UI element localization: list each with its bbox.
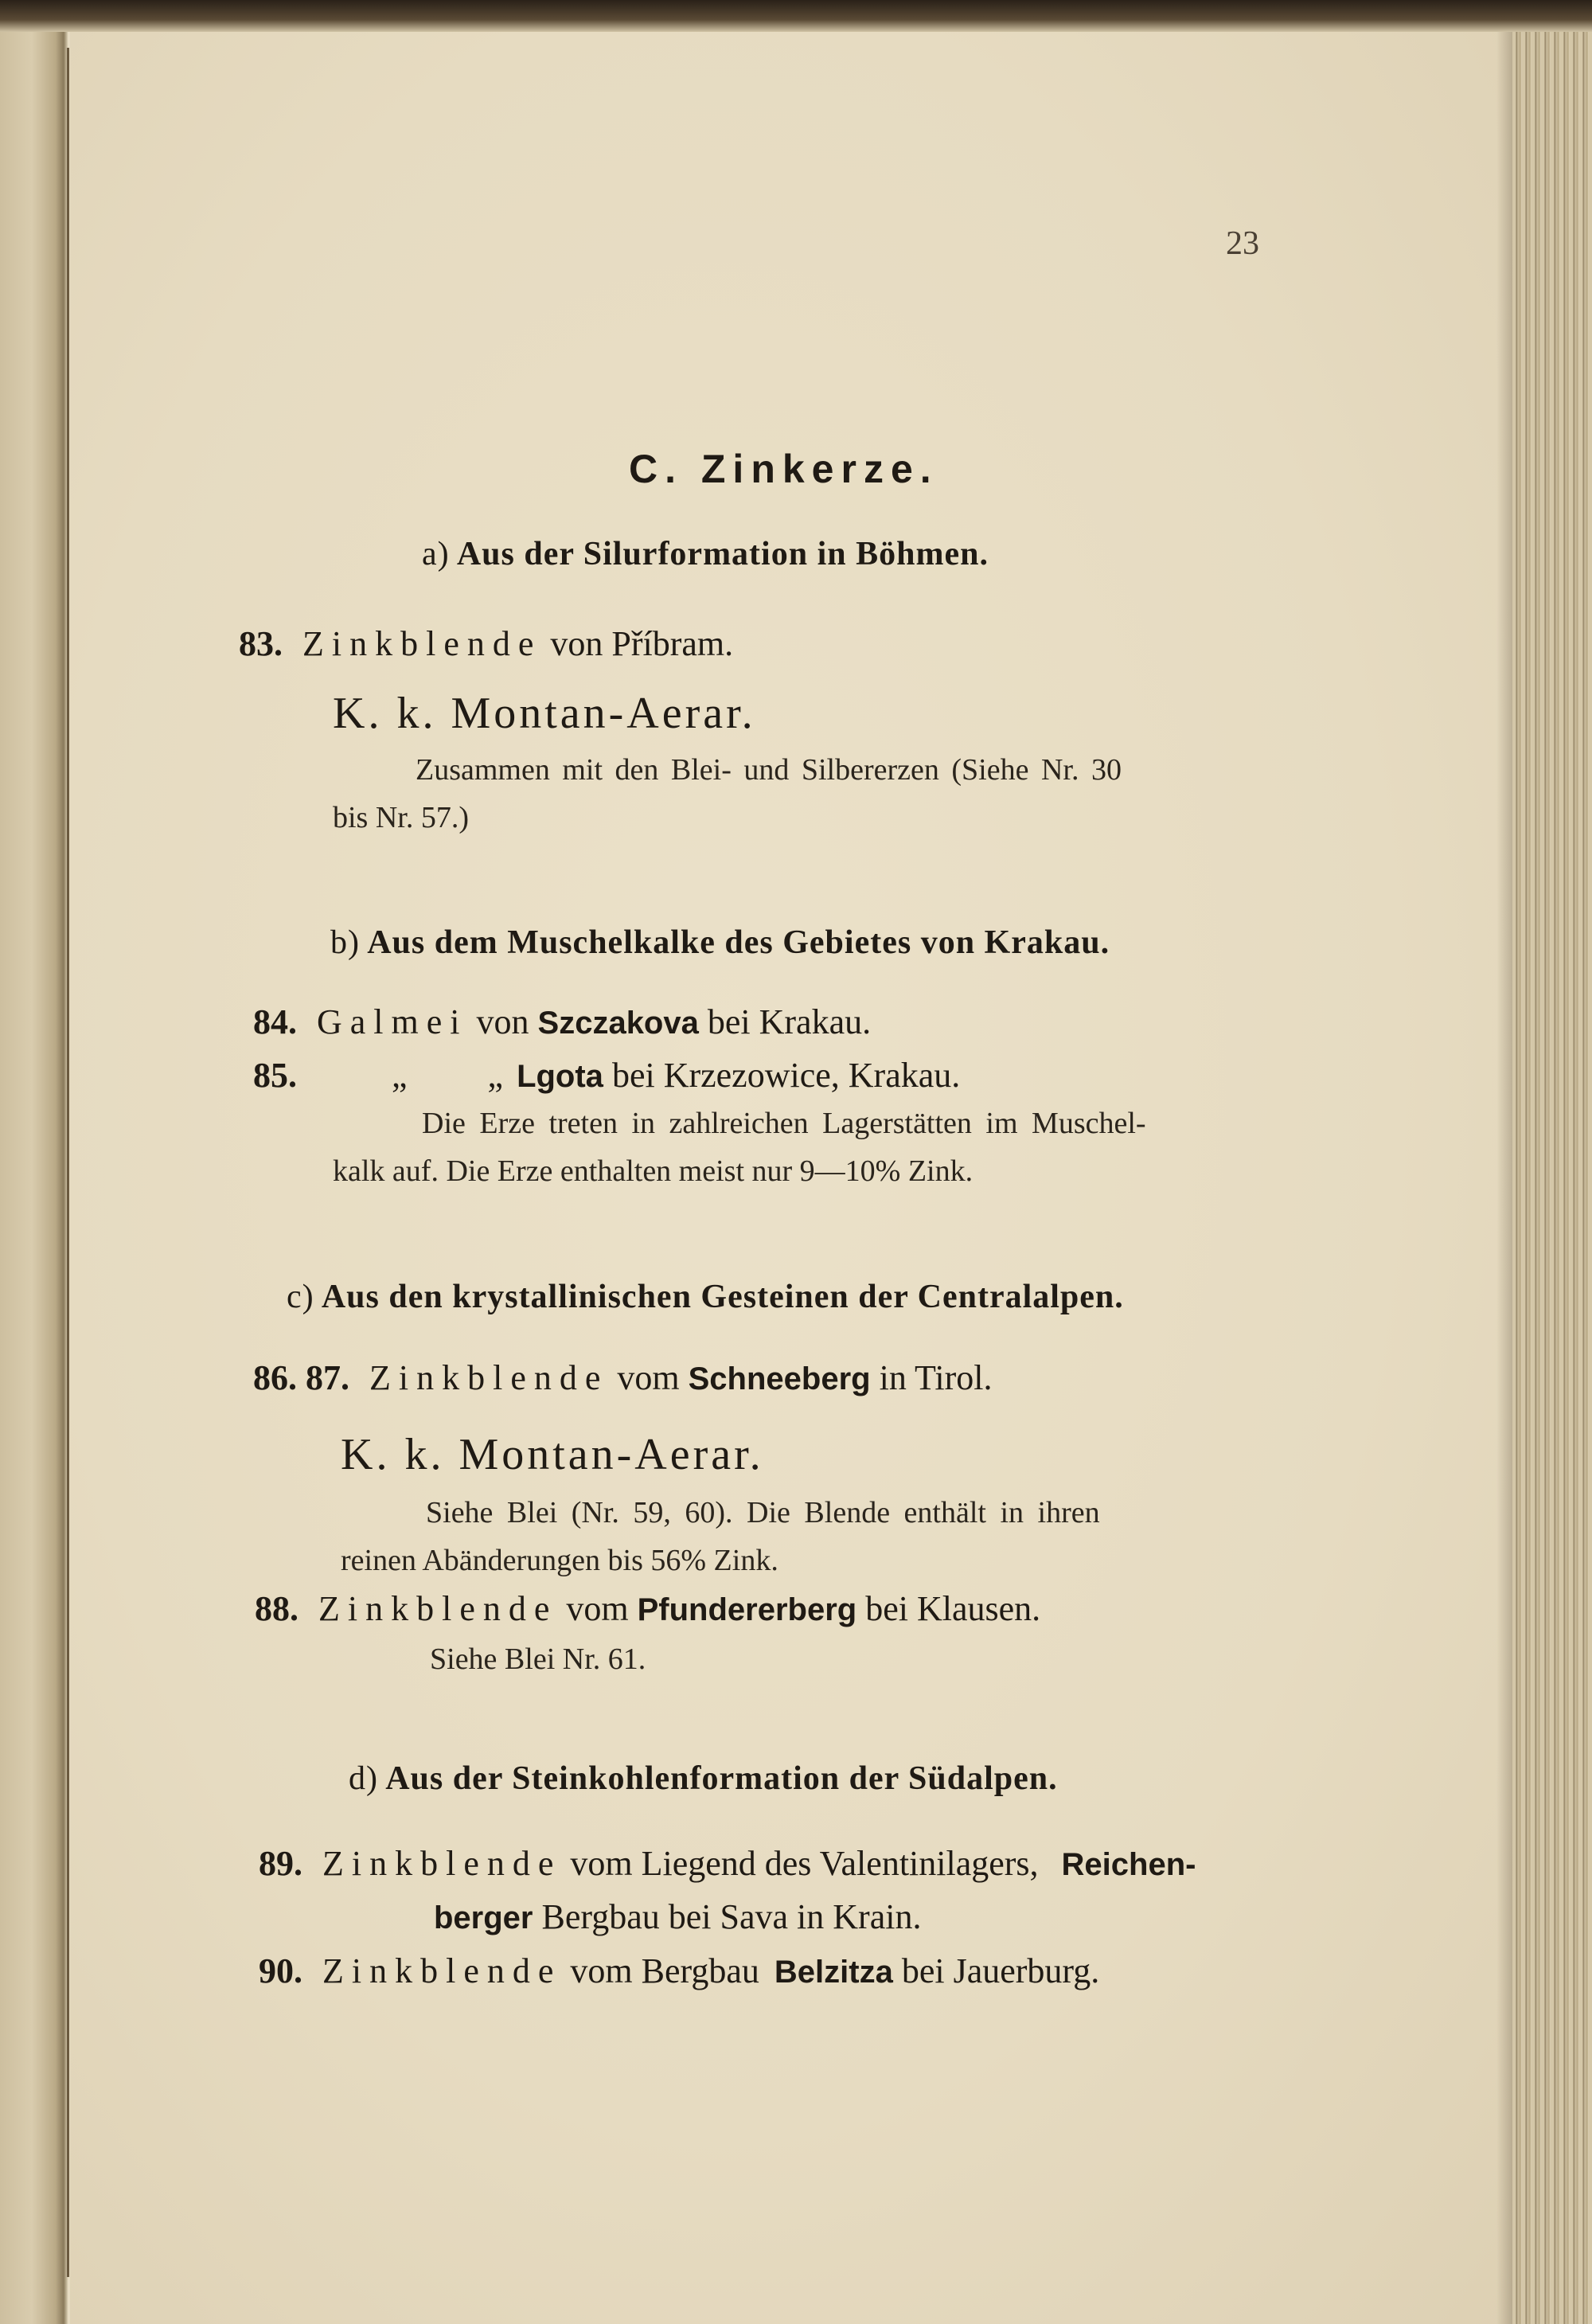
subheading-c bbox=[287, 1278, 1124, 1316]
entry-86-87-mineral: Zinkblende bbox=[369, 1358, 609, 1397]
owner-2: K. k. Montan-Aerar. bbox=[341, 1430, 764, 1479]
entry-83-location: von Příbram. bbox=[550, 624, 734, 663]
entry-85 bbox=[253, 1055, 960, 1096]
entry-89-place-b: berger bbox=[434, 1900, 533, 1935]
entry-88-pre: vom bbox=[566, 1589, 629, 1628]
subheading-a-text: Aus der Silurformation in Böhmen. bbox=[456, 536, 989, 572]
entry-89-text: vom Liegend des Valentinilagers, bbox=[570, 1844, 1039, 1883]
entry-85-post: bei Krzezowice, Krakau. bbox=[611, 1056, 961, 1095]
entry-90-number: 90. bbox=[259, 1951, 302, 1990]
subheading-d-text: Aus der Steinkohlenformation der Südalpen. bbox=[385, 1760, 1058, 1797]
note-85-line-2-text: kalk auf. Die Erze enthalten meist nur 9—10% bbox=[333, 1154, 901, 1188]
entry-90 bbox=[259, 1951, 1099, 1991]
entry-84-place: Szczakova bbox=[537, 1006, 699, 1041]
entry-88 bbox=[255, 1588, 1040, 1629]
entry-90-pre: vom Bergbau bbox=[570, 1951, 759, 1990]
note-88: Siehe Blei Nr. 61. bbox=[430, 1642, 646, 1676]
entry-89-post: Bergbau bei Sava in Krain. bbox=[541, 1897, 922, 1936]
entry-89-cont bbox=[434, 1896, 921, 1937]
entry-85-number: 85. bbox=[253, 1056, 297, 1095]
note-85-line-2 bbox=[333, 1154, 973, 1189]
entry-83-mineral: Zinkblende bbox=[302, 624, 542, 663]
entry-89-mineral: Zinkblende bbox=[322, 1844, 562, 1883]
binding-line bbox=[67, 48, 69, 2277]
entry-84-post: bei Krakau. bbox=[707, 1002, 872, 1041]
entry-85-place: Lgota bbox=[517, 1059, 603, 1094]
entry-85-ditto-2: „ bbox=[487, 1056, 504, 1095]
entry-89-place-a: Reichen- bbox=[1061, 1847, 1196, 1882]
note-83-line-2: bis Nr. 57.) bbox=[333, 801, 469, 834]
subheading-a bbox=[422, 535, 989, 573]
subheading-b bbox=[330, 924, 1110, 962]
entry-90-mineral: Zinkblende bbox=[322, 1951, 562, 1990]
page-number: 23 bbox=[1226, 225, 1259, 262]
entry-86-87-pre: vom bbox=[617, 1358, 680, 1397]
subheading-d-letter: d) bbox=[349, 1760, 378, 1797]
subheading-a-letter: a) bbox=[422, 536, 450, 572]
entry-83-number: 83. bbox=[239, 624, 283, 663]
subheading-b-letter: b) bbox=[330, 924, 360, 961]
subheading-d bbox=[349, 1760, 1058, 1798]
entry-86-87-place: Schneeberg bbox=[688, 1361, 871, 1396]
entry-88-place: Pfundererberg bbox=[637, 1592, 857, 1627]
subheading-b-text: Aus dem Muschelkalke des Gebietes von Krakau. bbox=[367, 924, 1110, 961]
entry-90-place: Belzitza bbox=[774, 1955, 893, 1990]
entry-89-number: 89. bbox=[259, 1844, 302, 1883]
entry-88-mineral: Zinkblende bbox=[318, 1589, 558, 1628]
entry-90-post: bei Jauerburg. bbox=[901, 1951, 1100, 1990]
entry-84-number: 84. bbox=[253, 1002, 297, 1041]
entry-86-87-number: 86. 87. bbox=[253, 1358, 349, 1397]
entry-88-post: bei Klausen. bbox=[865, 1589, 1041, 1628]
note-86-line-2: reinen Abänderungen bis 56% Zink. bbox=[341, 1544, 778, 1577]
section-title: C. Zinkerze. bbox=[629, 447, 938, 491]
top-edge bbox=[0, 0, 1592, 32]
entry-84 bbox=[253, 1002, 871, 1042]
page-stack-edge bbox=[1512, 32, 1592, 2324]
entry-83 bbox=[239, 623, 733, 664]
note-86-line-1: Siehe Blei (Nr. 59, 60). Die Blende enthält in ihren bbox=[426, 1496, 1100, 1529]
note-85-line-2-end: Zink. bbox=[907, 1154, 974, 1188]
entry-88-number: 88. bbox=[255, 1589, 298, 1628]
entry-86-87-post: in Tirol. bbox=[879, 1358, 993, 1397]
note-83-line-1: Zusammen mit den Blei- und Silbererzen (Siehe Nr. 30 bbox=[416, 753, 1122, 787]
subheading-c-text: Aus den krystallinischen Gesteinen der Centralalpen. bbox=[321, 1279, 1124, 1315]
entry-89 bbox=[259, 1843, 1196, 1884]
left-page-edge bbox=[0, 0, 68, 2324]
entry-85-ditto-1: „ bbox=[392, 1056, 408, 1095]
owner-1: K. k. Montan-Aerar. bbox=[333, 689, 756, 738]
entry-84-pre: von bbox=[476, 1002, 529, 1041]
subheading-c-letter: c) bbox=[287, 1279, 314, 1315]
entry-86-87 bbox=[253, 1357, 992, 1398]
entry-84-mineral: Galmei bbox=[317, 1002, 468, 1041]
note-85-line-1: Die Erze treten in zahlreichen Lagerstätten im Muschel- bbox=[422, 1107, 1146, 1140]
